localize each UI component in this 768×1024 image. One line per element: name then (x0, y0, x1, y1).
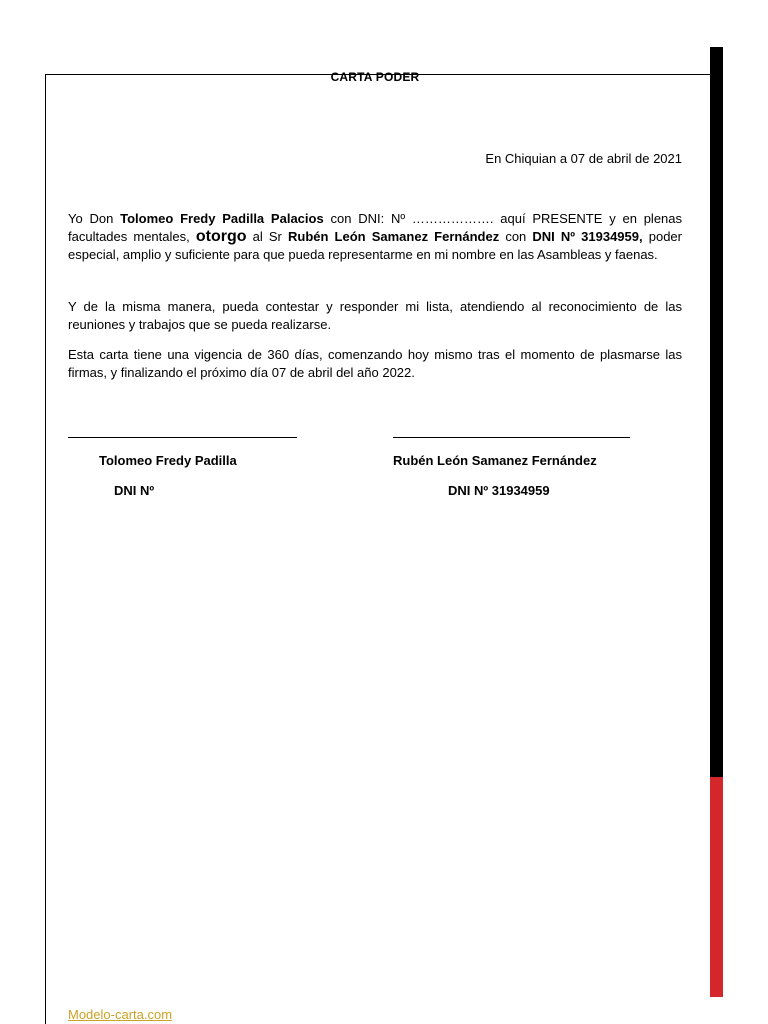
grantee-name: Rubén León Samanez Fernández (287, 229, 500, 244)
side-bar-red (710, 777, 723, 997)
signature-name-right: Rubén León Samanez Fernández (393, 453, 597, 468)
grant-verb: otorgo (195, 228, 247, 245)
signature-dni-left: DNI Nº (114, 483, 155, 498)
grantor-name: Tolomeo Fredy Padilla Palacios (120, 211, 324, 226)
grant-text-5: poder especial, amplio y suficiente para que pueda representarme en mi nombre en las Asambleas y faenas. (68, 229, 682, 262)
paragraph-grant (68, 210, 682, 264)
page-border-left (45, 74, 46, 1024)
paragraph-vigencia: Esta carta tiene una vigencia de 360 días, comenzando hoy mismo tras el momento de plasmarse las firmas, y finalizando el próximo día 07 de abril del año 2022. (68, 347, 682, 380)
grantee-dni: DNI Nº 31934959, (532, 229, 643, 244)
signature-line-left (68, 437, 297, 438)
grant-text-4: con (499, 229, 533, 244)
signature-name-left: Tolomeo Fredy Padilla (99, 453, 237, 468)
paragraph-responder: Y de la misma manera, pueda contestar y responder mi lista, atendiendo al reconocimiento de las reuniones y trabajos que se pueda realizarse. (68, 299, 682, 332)
document-title: CARTA PODER (330, 70, 420, 84)
signature-line-right (393, 437, 630, 438)
grant-text-2: con DNI: Nº ………………. aquí PRESENTE y en plenas facultades mentales, (68, 211, 683, 244)
grant-text-3: al Sr (246, 229, 288, 244)
footer-link[interactable]: Modelo-carta.com (68, 1007, 173, 1022)
grant-text-1: Yo Don (68, 211, 121, 226)
date-line: En Chiquian a 07 de abril de 2021 (485, 151, 682, 166)
signature-dni-right: DNI Nº 31934959 (448, 483, 550, 498)
side-bar-black (710, 47, 723, 777)
